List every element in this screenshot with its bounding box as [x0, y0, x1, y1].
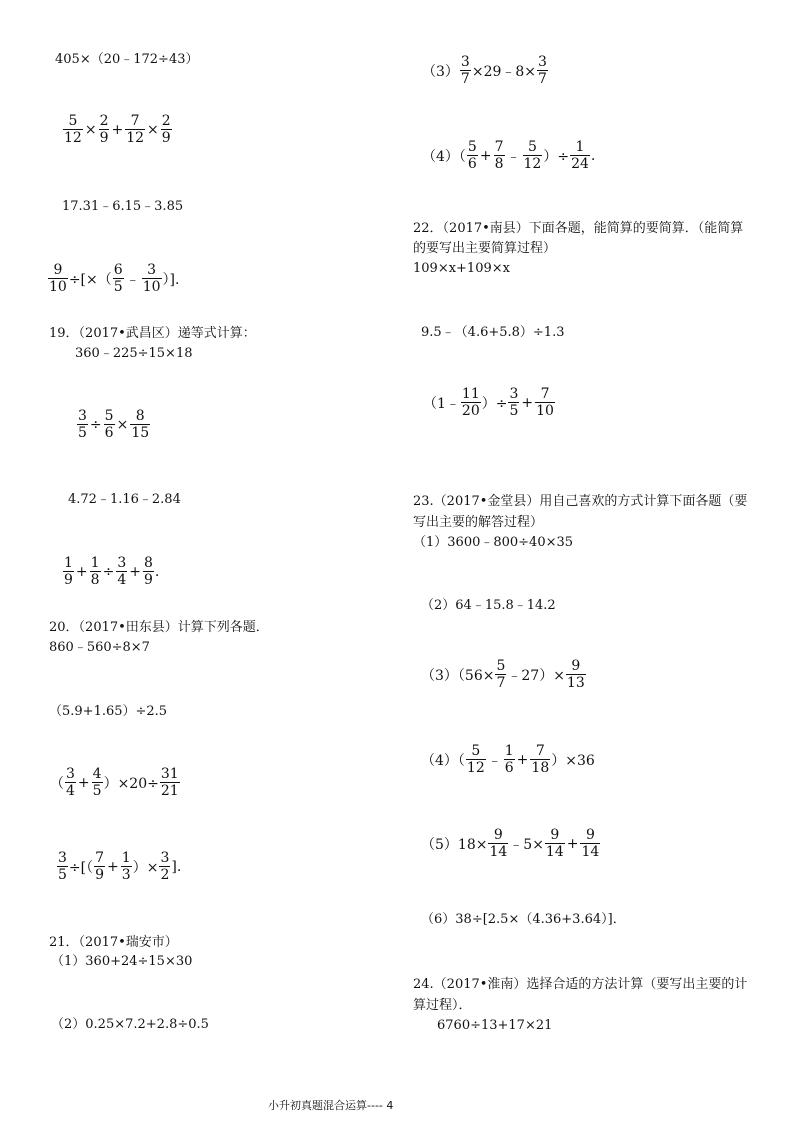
q20-expr-2: （5.9+1.65）÷2.5: [49, 704, 168, 719]
q24-title-line-2: 算过程）．: [413, 998, 472, 1013]
q22-title-line-1: 22．（2017•南县）下面各题，能简算的要简算．（能简算: [413, 221, 744, 236]
q20-expr-1: 860﹣560÷8×7: [49, 640, 150, 655]
q19-expr-2: $\frac{3}{5}$ ÷ $\frac{5}{6}$ × $\frac{8}{15}$: [78, 408, 150, 441]
q20-title: 20．（2017•田东县）计算下列各题．: [49, 620, 269, 635]
q20-expr-3: （ $\frac{3}{4}$ + $\frac{4}{5}$ ）×20÷ $\frac{31}{21}$: [50, 766, 179, 799]
q23-title-line-1: 23.（2017•金堂县）用自己喜欢的方式计算下面各题（要: [413, 494, 748, 509]
right-expr-3: （3） $\frac{3}{7}$ ×29﹣8× $\frac{3}{7}$: [422, 54, 547, 87]
q23-expr-1: （1）3600﹣800÷40×35: [413, 535, 574, 550]
q20-expr-4: $\frac{3}{5}$ ÷[（ $\frac{7}{9}$ + $\frac{1}{3}$ ）× $\frac{3}{2}$ ].: [58, 850, 182, 883]
q21-title: 21．（2017•瑞安市）: [49, 935, 178, 950]
q23-expr-6: （6）38÷[2.5×（4.36+3.64）]．: [421, 912, 626, 927]
q22-expr-2: 9.5﹣（4.6+5.8）÷1.3: [421, 325, 565, 340]
page-footer: 小升初真题混合运算---- 4: [268, 1099, 394, 1112]
q21-expr-2: （2）0.25×7.2+2.8÷0.5: [51, 1017, 209, 1032]
q23-expr-5: （5）18× $\frac{9}{14}$ ﹣5× $\frac{9}{14}$ + $\frac{9}{14}$: [421, 827, 600, 860]
q24-expr-1: 6760÷13+17×21: [437, 1018, 553, 1033]
q23-expr-4: （4）（ $\frac{5}{12}$ ﹣ $\frac{1}{6}$ + $\frac{7}{18}$ ）×36: [421, 743, 595, 776]
q22-expr-3: （1﹣ $\frac{11}{20}$ ）÷ $\frac{3}{5}$ + $\frac{7}{10}$: [423, 386, 554, 419]
expr-frac-5-12: $\frac{5}{12}$ × $\frac{2}{9}$ + $\frac{7}{12}$ × $\frac{2}{9}$: [64, 113, 171, 146]
right-expr-4: （4）（ $\frac{5}{6}$ + $\frac{7}{8}$ ﹣ $\frac{5}{12}$ ）÷ $\frac{1}{24}$ .: [422, 139, 596, 172]
q22-title-line-2: 的要写出主要简算过程）: [413, 241, 557, 256]
expr-17-31: 17.31﹣6.15﹣3.85: [62, 199, 184, 214]
q23-expr-3: （3）（56× $\frac{5}{7}$ ﹣27）× $\frac{9}{13}$: [421, 658, 585, 691]
q22-expr-1: 109×x+109×x: [413, 261, 510, 276]
q23-title-line-2: 写出主要的解答过程）: [413, 515, 544, 530]
q19-expr-3: 4.72﹣1.16﹣2.84: [68, 492, 181, 507]
expr-405: 405×（20﹣172÷43）: [55, 52, 199, 67]
q19-title: 19．（2017•武昌区）递等式计算：: [49, 326, 256, 341]
q24-title-line-1: 24.（2017•淮南）选择合适的方法计算（要写出主要的计: [413, 977, 748, 992]
q19-expr-1: 360﹣225÷15×18: [75, 346, 193, 361]
q21-expr-1: （1）360+24÷15×30: [51, 954, 193, 969]
expr-frac-9-10: $\frac{9}{10}$ ÷[×（ $\frac{6}{5}$ ﹣ $\frac{3}{10}$ ）].: [49, 262, 180, 295]
q19-expr-4: $\frac{1}{9}$ + $\frac{1}{8}$ ÷ $\frac{3}{4}$ + $\frac{8}{9}$ .: [64, 555, 160, 588]
q23-expr-2: （2）64﹣15.8﹣14.2: [421, 598, 556, 613]
